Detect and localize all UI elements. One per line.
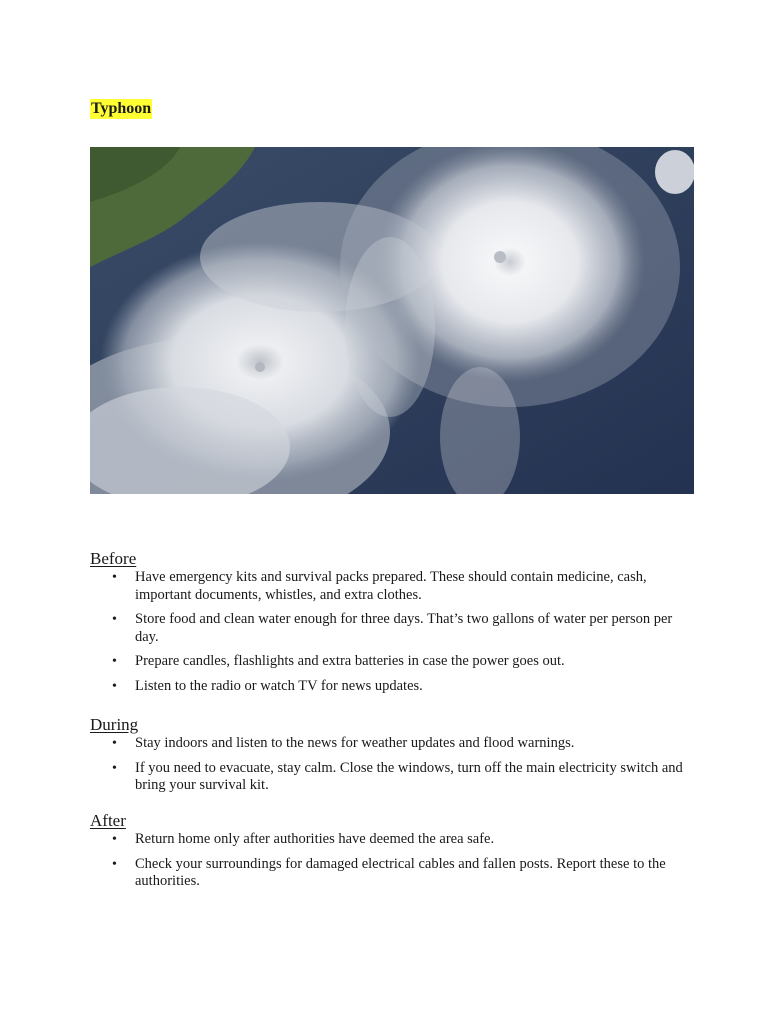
list-item: • Stay indoors and listen to the news for weather updates and flood warnings. <box>112 735 575 751</box>
bullet-icon: • <box>112 678 117 694</box>
bullet-icon: • <box>112 832 117 847</box>
section-heading-before: Before <box>90 549 137 568</box>
after-list <box>90 831 694 891</box>
list-item: • Have emergency kits and survival packs prepared. These should contain medicine, cash, important documents, whistles, and extra clothes. <box>112 569 647 603</box>
during-list <box>90 735 694 795</box>
section-during <box>90 715 694 802</box>
list-item: • Check your surroundings for damaged electrical cables and fallen posts. Report these to the authorities. <box>112 855 666 889</box>
bullet-icon: • <box>112 856 117 872</box>
section-before <box>90 549 694 702</box>
section-heading-after: After <box>90 811 126 830</box>
list-item: • Return home only after authorities have deemed the area safe. <box>112 831 495 847</box>
page-title: Typhoon <box>91 100 152 117</box>
section-after <box>90 811 694 898</box>
typhoon-satellite-image <box>90 147 694 494</box>
section-heading-during: During <box>90 715 139 734</box>
bullet-icon: • <box>112 760 117 776</box>
list-item: • Listen to the radio or watch TV for news updates. <box>112 677 423 694</box>
before-list <box>90 569 694 695</box>
list-item: • Store food and clean water enough for three days. That’s two gallons of water per person per day. <box>112 611 673 645</box>
list-item: • If you need to evacuate, stay calm. Close the windows, turn off the main electricity switch and bring your survival kit. <box>112 759 683 793</box>
bullet-icon: • <box>112 736 117 751</box>
bullet-icon: • <box>112 570 117 585</box>
bullet-icon: • <box>112 654 117 669</box>
list-item: • Prepare candles, flashlights and extra batteries in case the power goes out. <box>112 653 565 669</box>
bullet-icon: • <box>112 612 117 627</box>
